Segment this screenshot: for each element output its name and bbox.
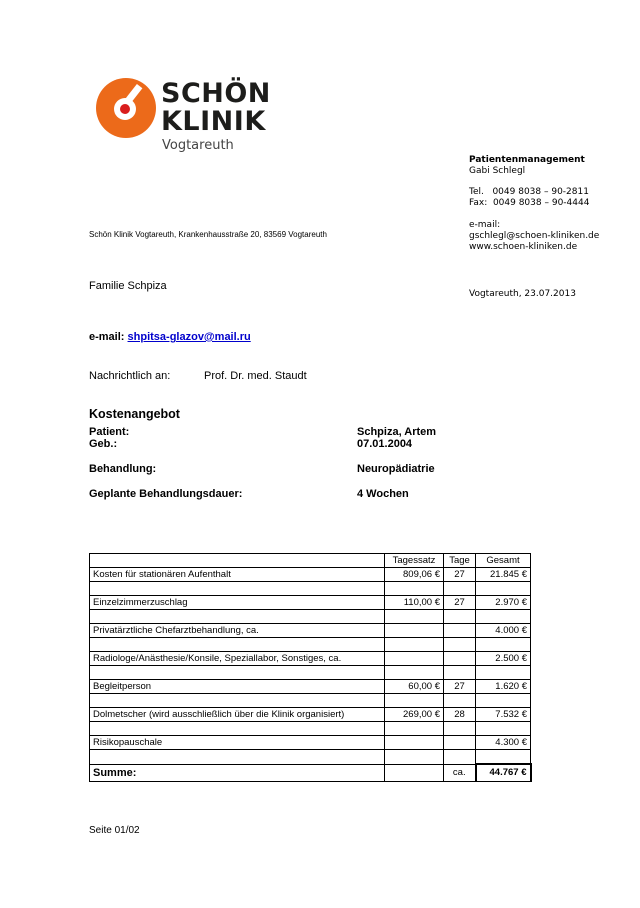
logo-text-schoen: SCHÖN bbox=[161, 78, 271, 109]
logo-text-klinik: KLINIK bbox=[161, 106, 266, 137]
behandlung-label: Behandlung: bbox=[89, 463, 157, 475]
row-desc: Einzelzimmerzuschlag bbox=[90, 596, 385, 610]
row-total: 7.532 € bbox=[476, 708, 531, 722]
contact-department: Patientenmanagement bbox=[469, 155, 585, 165]
row-desc: Privatärztliche Chefarztbehandlung, ca. bbox=[90, 624, 385, 638]
spacer-row bbox=[90, 722, 531, 736]
contact-fax: Fax: 0049 8038 – 90-4444 bbox=[469, 198, 590, 208]
row-desc: Begleitperson bbox=[90, 680, 385, 694]
cost-table bbox=[89, 553, 532, 782]
sum-row bbox=[90, 764, 531, 782]
row-days bbox=[444, 652, 476, 666]
row-rate bbox=[385, 624, 444, 638]
contact-email[interactable]: gschlegl@schoen-kliniken.de bbox=[469, 231, 600, 241]
row-total: 2.500 € bbox=[476, 652, 531, 666]
table-row bbox=[90, 652, 531, 666]
row-days: 27 bbox=[444, 680, 476, 694]
table-row bbox=[90, 596, 531, 610]
row-desc: Dolmetscher (wird ausschließlich über die Klinik organisiert) bbox=[90, 708, 385, 722]
patient-value: Schpiza, Artem bbox=[357, 426, 437, 438]
logo-dot bbox=[120, 104, 130, 114]
row-days: 28 bbox=[444, 708, 476, 722]
row-desc: Kosten für stationären Aufenthalt bbox=[90, 568, 385, 582]
spacer-row bbox=[90, 582, 531, 596]
header-total: Gesamt bbox=[476, 554, 531, 568]
dauer-value: 4 Wochen bbox=[357, 488, 409, 500]
spacer-row bbox=[90, 638, 531, 652]
spacer-row bbox=[90, 750, 531, 765]
logo-subtitle: Vogtareuth bbox=[162, 138, 234, 153]
row-desc: Radiologe/Anästhesie/Konsile, Speziallabor, Sonstiges, ca. bbox=[90, 652, 385, 666]
geb-label: Geb.: bbox=[89, 438, 118, 450]
row-rate: 60,00 € bbox=[385, 680, 444, 694]
table-row bbox=[90, 708, 531, 722]
row-rate bbox=[385, 652, 444, 666]
row-rate: 269,00 € bbox=[385, 708, 444, 722]
header-desc bbox=[90, 554, 385, 568]
table-row bbox=[90, 624, 531, 638]
recipient: Familie Schpiza bbox=[89, 280, 167, 292]
patient-label: Patient: bbox=[89, 426, 130, 438]
table-row bbox=[90, 680, 531, 694]
row-days: 27 bbox=[444, 568, 476, 582]
letter-date: Vogtareuth, 23.07.2013 bbox=[469, 289, 576, 299]
row-total: 4.000 € bbox=[476, 624, 531, 638]
sum-days: ca. bbox=[444, 764, 476, 782]
contact-tel: Tel. 0049 8038 – 90-2811 bbox=[469, 187, 589, 197]
dauer-label: Geplante Behandlungsdauer: bbox=[89, 488, 243, 500]
row-days: 27 bbox=[444, 596, 476, 610]
behandlung-value: Neuropädiatrie bbox=[357, 463, 435, 475]
row-desc: Risikopauschale bbox=[90, 736, 385, 750]
row-total: 2.970 € bbox=[476, 596, 531, 610]
table-header-row bbox=[90, 554, 531, 568]
table-row bbox=[90, 736, 531, 750]
row-days bbox=[444, 736, 476, 750]
row-total: 4.300 € bbox=[476, 736, 531, 750]
page-title: Kostenangebot bbox=[89, 407, 180, 421]
email-label: e-mail: bbox=[89, 331, 125, 343]
sum-total: 44.767 € bbox=[476, 764, 531, 782]
contact-email-label: e-mail: bbox=[469, 220, 501, 230]
row-rate: 110,00 € bbox=[385, 596, 444, 610]
email-link[interactable]: shpitsa-glazov@mail.ru bbox=[127, 331, 251, 343]
header-rate: Tagessatz bbox=[385, 554, 444, 568]
page-number: Seite 01/02 bbox=[89, 825, 140, 836]
row-rate: 809,06 € bbox=[385, 568, 444, 582]
table-row bbox=[90, 568, 531, 582]
email-line bbox=[89, 331, 251, 343]
spacer-row bbox=[90, 694, 531, 708]
row-total: 1.620 € bbox=[476, 680, 531, 694]
sender-line: Schön Klinik Vogtareuth, Krankenhausstraße 20, 83569 Vogtareuth bbox=[89, 230, 327, 239]
sum-rate bbox=[385, 764, 444, 782]
header-days: Tage bbox=[444, 554, 476, 568]
contact-website[interactable]: www.schoen-kliniken.de bbox=[469, 242, 578, 252]
row-days bbox=[444, 624, 476, 638]
contact-person: Gabi Schlegl bbox=[469, 166, 526, 176]
spacer-row bbox=[90, 610, 531, 624]
row-total: 21.845 € bbox=[476, 568, 531, 582]
spacer-row bbox=[90, 666, 531, 680]
cc-label: Nachrichtlich an: bbox=[89, 370, 171, 382]
row-rate bbox=[385, 736, 444, 750]
geb-value: 07.01.2004 bbox=[357, 438, 413, 450]
cc-name: Prof. Dr. med. Staudt bbox=[204, 370, 307, 382]
sum-label: Summe: bbox=[90, 764, 385, 782]
